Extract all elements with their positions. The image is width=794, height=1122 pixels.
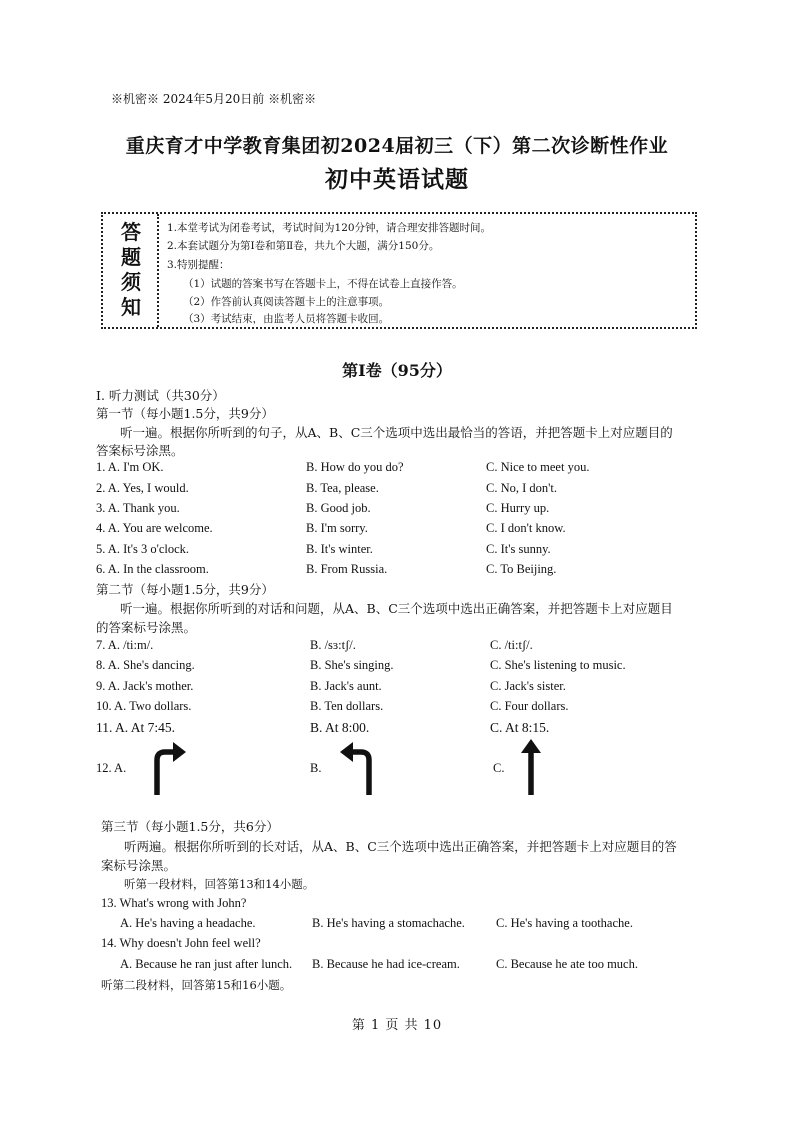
notice-label-char: 题 <box>121 245 141 269</box>
instruction-text: 案标号涂黑。 <box>101 858 177 873</box>
notice-line: （3）考试结束，由监考人员将答题卡收回。 <box>183 313 390 325</box>
subsection-heading: 第二节（每小题1.5分，共9分） <box>96 582 274 597</box>
option-a: 11. A. At 7:45. <box>96 720 176 735</box>
option-c: C. He's having a toothache. <box>496 916 633 930</box>
exam-title-main: 重庆育才中学教育集团初2024届初三（下）第二次诊断性作业 <box>125 135 669 157</box>
exam-notice-box <box>101 212 697 329</box>
instruction-text: 听一遍。根据你所听到的句子，从A、B、C三个选项中选出最恰当的答语，并把答题卡上对应题目的 <box>120 425 673 440</box>
notice-line: 3.特别提醒： <box>167 259 230 271</box>
option-c: C. She's listening to music. <box>490 658 626 672</box>
option-c: C. Jack's sister. <box>490 679 566 693</box>
instruction-text: 听两遍。根据你所听到的长对话，从A、B、C三个选项中选出正确答案，并把答题卡上对应题目的答 <box>124 839 677 854</box>
section-heading: Ⅰ. 听力测试（共30分） <box>96 388 225 403</box>
option-b: B. Ten dollars. <box>310 699 384 713</box>
notice-line: 2.本套试题分为第Ⅰ卷和第Ⅱ卷，共九个大题，满分150分。 <box>167 240 440 252</box>
option-c: C. Because he ate too much. <box>496 957 638 971</box>
option-a: 12. A. <box>96 761 127 775</box>
option-b: B. How do you do? <box>306 460 404 474</box>
instruction-text: 答案标号涂黑。 <box>96 443 184 458</box>
notice-line: （2）作答前认真阅读答题卡上的注意事项。 <box>183 296 390 308</box>
option-a: 9. A. Jack's mother. <box>96 679 194 693</box>
notice-divider <box>157 214 159 327</box>
option-c: C. Four dollars. <box>490 699 569 713</box>
option-a: 7. A. /ti:m/. <box>96 638 154 652</box>
option-a: 8. A. She's dancing. <box>96 658 195 672</box>
option-c: C. No, I don't. <box>486 481 558 495</box>
subsection-heading: 第三节（每小题1.5分，共6分） <box>101 819 279 834</box>
option-c: C. It's sunny. <box>486 542 551 556</box>
option-b: B. /sɜ:tʃ/. <box>310 638 356 652</box>
instruction-text: 听一遍。根据你所听到的对话和问题，从A、B、C三个选项中选出正确答案，并把答题卡上对应题目 <box>120 601 673 616</box>
option-b: B. <box>310 761 322 775</box>
option-a: 5. A. It's 3 o'clock. <box>96 542 190 556</box>
material-note: 听第一段材料，回答第13和14小题。 <box>124 877 315 891</box>
question-stem: 13. What's wrong with John? <box>101 896 247 910</box>
option-b: B. Because he had ice-cream. <box>312 957 460 971</box>
option-c: C. At 8:15. <box>490 720 550 735</box>
material-note: 听第二段材料，回答第15和16小题。 <box>101 978 292 992</box>
option-a: 10. A. Two dollars. <box>96 699 192 713</box>
option-a: 3. A. Thank you. <box>96 501 180 515</box>
notice-label-char: 须 <box>121 270 141 294</box>
question-stem: 14. Why doesn't John feel well? <box>101 936 261 950</box>
exam-title-sub: 初中英语试题 <box>325 166 469 193</box>
notice-line: 1.本堂考试为闭卷考试，考试时间为120分钟，请合理安排答题时间。 <box>167 222 492 234</box>
option-b: B. Jack's aunt. <box>310 679 382 693</box>
option-c: C. I don't know. <box>486 521 566 535</box>
option-a: A. Because he ran just after lunch. <box>120 957 293 971</box>
option-b: B. It's winter. <box>306 542 373 556</box>
notice-label-char: 答 <box>121 220 141 244</box>
instruction-text: 的答案标号涂黑。 <box>96 620 197 635</box>
option-c: C. <box>493 761 505 775</box>
option-a: A. He's having a headache. <box>120 916 256 930</box>
option-b: B. She's singing. <box>310 658 394 672</box>
option-c: C. Nice to meet you. <box>486 460 590 474</box>
page-number: 第 1 页 共 10 <box>351 1018 443 1033</box>
option-b: B. From Russia. <box>306 562 388 576</box>
option-a: 1. A. I'm OK. <box>96 460 164 474</box>
confidential-line: ※机密※ 2024年5月20日前 ※机密※ <box>111 92 317 106</box>
notice-label-char: 知 <box>121 295 141 319</box>
straight-up-arrow-icon <box>519 738 543 796</box>
option-b: B. Tea, please. <box>306 481 379 495</box>
turn-right-arrow-icon <box>148 738 188 796</box>
option-a: 4. A. You are welcome. <box>96 521 213 535</box>
option-b: B. Good job. <box>306 501 371 515</box>
part1-title: 第Ⅰ卷（95分） <box>342 361 452 380</box>
notice-line: （1）试题的答案书写在答题卡上，不得在试卷上直接作答。 <box>183 278 463 290</box>
option-b: B. At 8:00. <box>310 720 370 735</box>
option-c: C. To Beijing. <box>486 562 557 576</box>
option-c: C. Hurry up. <box>486 501 550 515</box>
turn-left-arrow-icon <box>338 738 378 796</box>
option-b: B. He's having a stomachache. <box>312 916 465 930</box>
subsection-heading: 第一节（每小题1.5分，共9分） <box>96 406 274 421</box>
option-c: C. /ti:tʃ/. <box>490 638 533 652</box>
option-a: 6. A. In the classroom. <box>96 562 209 576</box>
option-b: B. I'm sorry. <box>306 521 368 535</box>
notice-label <box>113 220 149 320</box>
option-a: 2. A. Yes, I would. <box>96 481 189 495</box>
